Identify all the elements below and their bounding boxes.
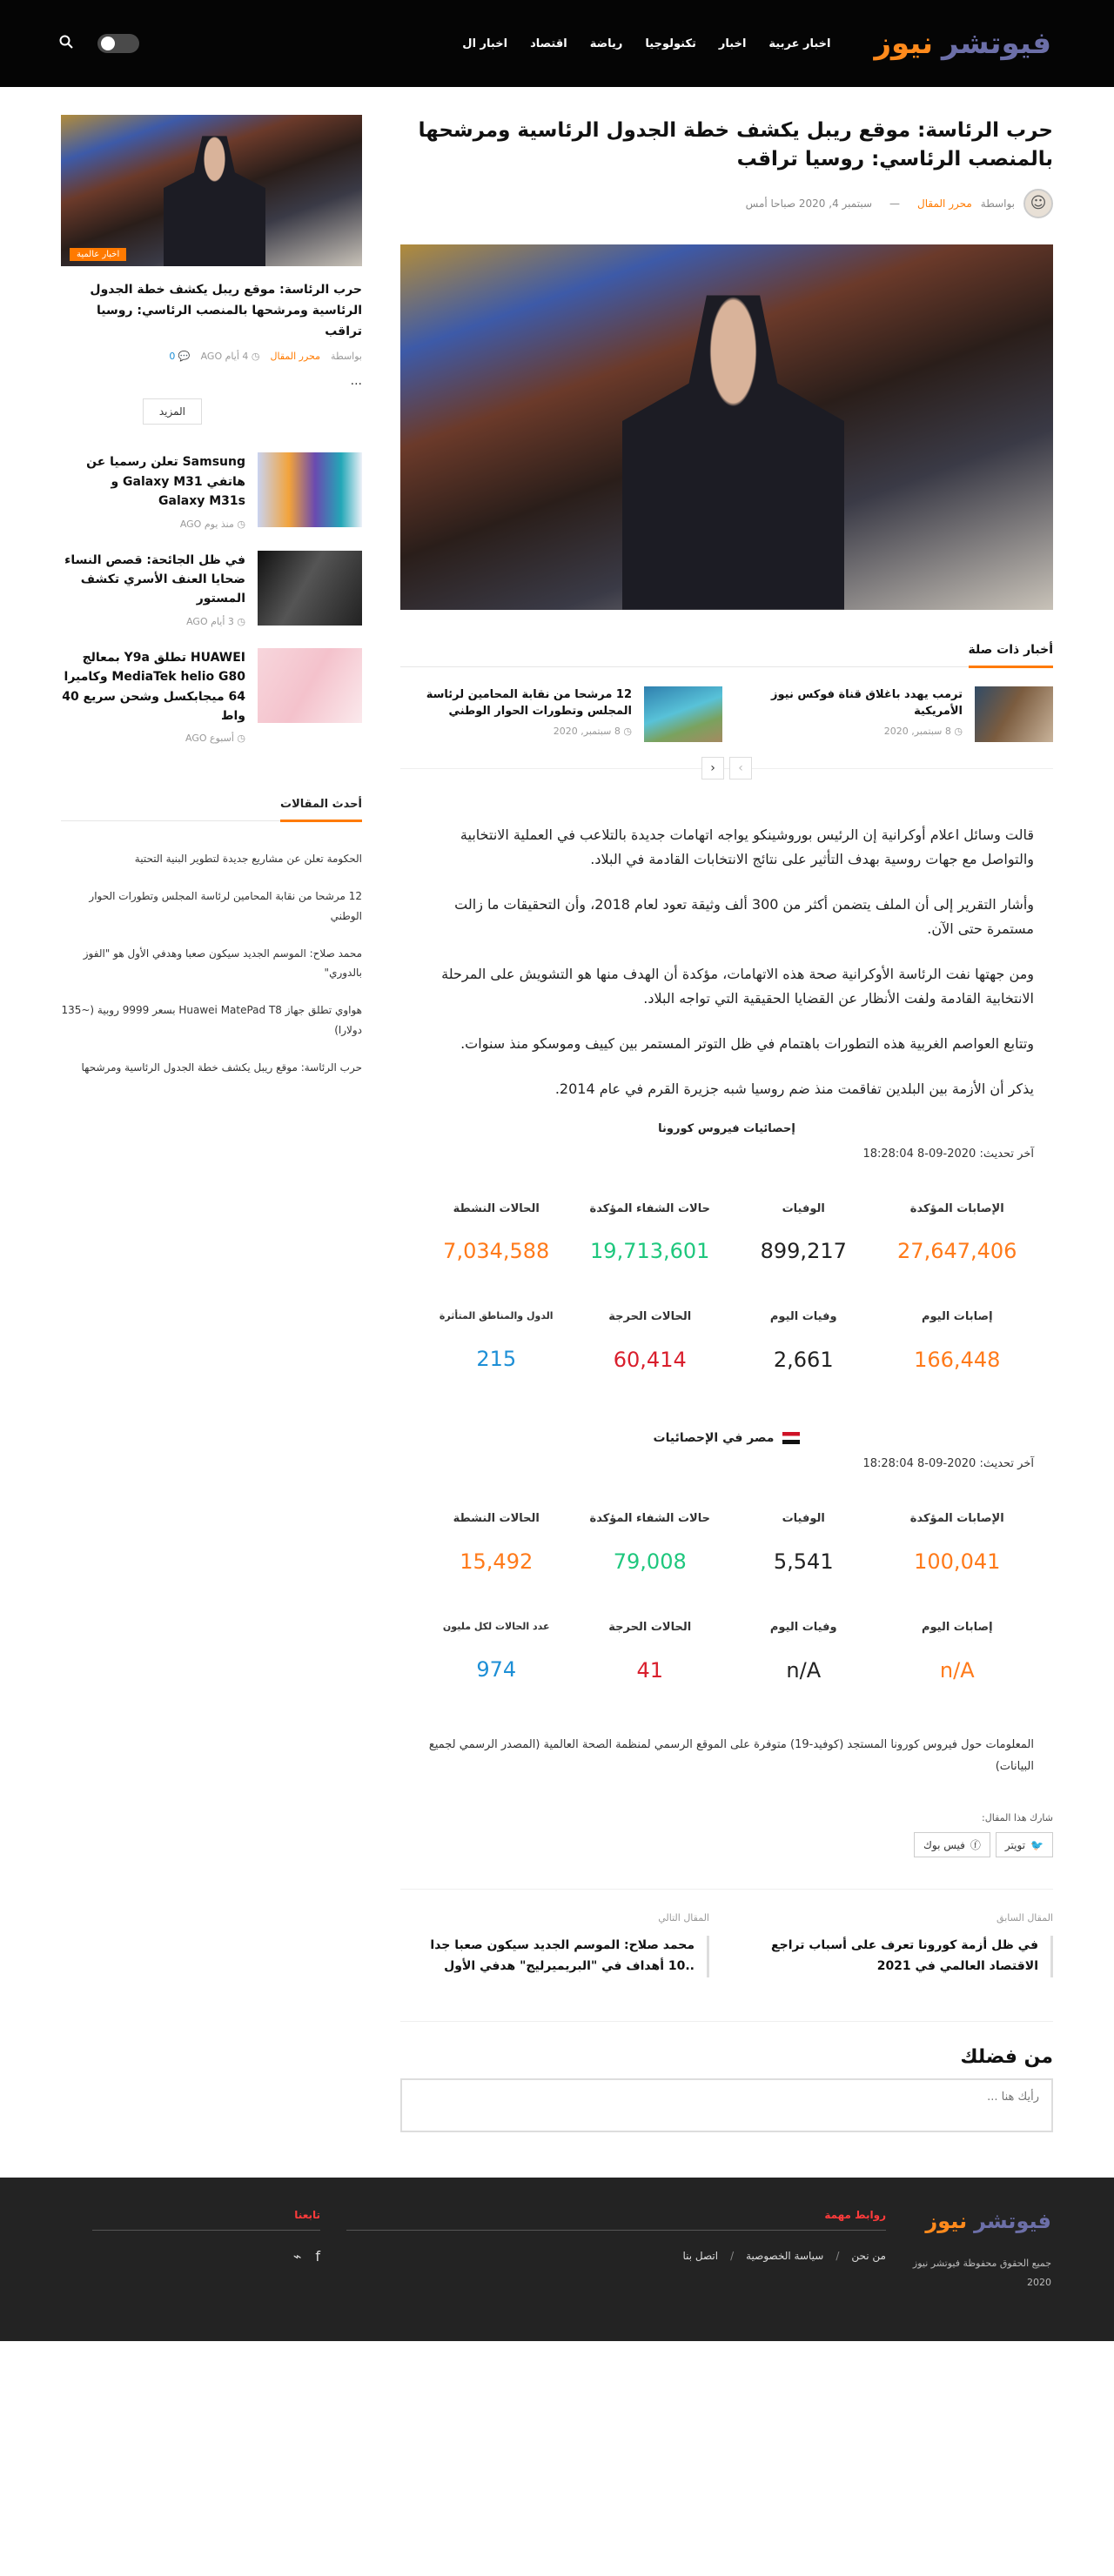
article-paragraph: قالت وسائل اعلام أوكرانية إن الرئيس بوروشينكو يواجه اتهامات جديدة بالتلاعب في العملية الانتخابية والتواصل مع جهات روسية بهدف التأثير على نتائج الانتخابات القادمة في البلاد. — [460, 826, 1034, 867]
stat-label: الحالات النشطة — [453, 1512, 540, 1526]
footer-logo[interactable]: فيوتشر نيوز — [925, 2208, 1051, 2233]
meta-dash: — — [889, 197, 900, 210]
footer-links — [346, 2250, 886, 2262]
footer-link-privacy[interactable]: سياسة الخصوصية — [746, 2249, 824, 2262]
next-post[interactable] — [400, 1912, 709, 1977]
stat-card — [727, 1510, 881, 1574]
twitter-icon: 🐦 — [1030, 1838, 1044, 1851]
stat-label: وفيات اليوم — [769, 1310, 837, 1324]
stat-value: 100,041 — [914, 1549, 1001, 1575]
next-post-label: المقال التالي — [658, 1912, 709, 1924]
share-facebook-button[interactable]: ⓕ فيس بوك — [914, 1832, 990, 1857]
stat-label: عدد الحالات لكل مليون — [442, 1621, 550, 1633]
stat-label: الدول والمناطق المتأثرة — [439, 1310, 554, 1322]
stat-value: 7,034,588 — [443, 1239, 550, 1264]
egypt-flag-icon — [782, 1432, 800, 1444]
sidebar-featured-image[interactable] — [61, 115, 362, 266]
related-date: ◷ 8 سبتمبر, 2020 — [883, 725, 963, 737]
dark-mode-toggle[interactable] — [97, 34, 139, 53]
stat-value: 899,217 — [760, 1239, 847, 1264]
stat-label: الحالات الحرجة — [608, 1621, 692, 1635]
sidebar-post-date: ◷ 3 أيام AGO — [186, 615, 245, 627]
sidebar-author-label: بواسطة — [331, 351, 362, 363]
pager-next-button[interactable]: › — [729, 757, 752, 779]
stat-label: إصابات اليوم — [921, 1310, 993, 1324]
stat-label: إصابات اليوم — [921, 1621, 993, 1635]
sidebar-post-thumb[interactable] — [258, 648, 362, 723]
sidebar-featured-meta — [61, 351, 362, 362]
footer-link-divider: / — [730, 2249, 735, 2262]
stat-card — [881, 1308, 1035, 1372]
corona-source-note: المعلومات حول فيروس كورونا المستجد (كوفيد-19) متوفرة على الموقع الرسمي لمنظمة الصحة العالمية (المصدر الرسمي لجميع البيانات) — [428, 1737, 1034, 1773]
related-thumb[interactable] — [644, 686, 722, 742]
comment-count[interactable]: 💬 0 — [169, 351, 191, 363]
stat-label: حالات الشفاء المؤكدة — [589, 1512, 710, 1526]
stat-value: 2,661 — [773, 1348, 834, 1373]
main-content — [400, 115, 1053, 2136]
stat-card — [419, 1201, 574, 1264]
stat-card — [574, 1619, 728, 1683]
stat-label: حالات الشفاء المؤكدة — [589, 1201, 710, 1215]
related-title[interactable]: ترمب يهدد باغلاق قناة فوكس نيوز الأمريكية — [771, 687, 963, 719]
latest-heading-bar — [61, 794, 362, 821]
related-heading-bar — [400, 643, 1053, 667]
load-more-button[interactable]: المزيد — [143, 398, 202, 425]
author-link[interactable]: محرر المقال — [917, 197, 972, 210]
footer-link-contact[interactable]: اتصل بنا — [682, 2249, 719, 2262]
stat-card — [574, 1201, 728, 1264]
latest-item[interactable]: الحكومة تعلن عن مشاريع جديدة لتطوير البنية التحتية — [134, 853, 362, 866]
facebook-icon: ⓕ — [970, 1839, 981, 1852]
article-paragraph: يذكر أن الأزمة بين البلدين تفاقمت منذ ضم روسيا شبه جزيرة القرم في عام 2014. — [554, 1080, 1034, 1097]
related-thumb[interactable] — [975, 686, 1053, 742]
stat-card — [881, 1510, 1035, 1574]
latest-item[interactable]: محمد صلاح: الموسم الجديد سيكون صعبا وهدفي الأول هو "الفوز بالدوري" — [83, 947, 362, 980]
stat-label: الوفيات — [782, 1512, 825, 1526]
stat-card — [881, 1201, 1035, 1264]
sidebar-author[interactable]: محرر المقال — [270, 351, 321, 363]
post-meta — [400, 189, 1053, 218]
main-nav — [139, 37, 830, 50]
next-post-title[interactable]: محمد صلاح: الموسم الجديد سيكون صعبا جدا ..10 أهداف في "البريميرليج" هدفي الأول — [400, 1936, 709, 1977]
corona-widget-title: إحصائيات فيروس كورونا — [658, 1121, 795, 1135]
related-date: ◷ 8 سبتمبر, 2020 — [553, 725, 632, 737]
footer-social-column — [92, 2209, 320, 2341]
post-title: حرب الرئاسة: موقع ريبل يكشف خطة الجدول الرئاسية ومرشحها بالمنصب الرئاسي: روسيا تراقب — [418, 119, 1053, 171]
sidebar-post-title[interactable]: Samsung تعلن رسميا عن هاتفي Galaxy M31 و Galaxy M31s — [86, 455, 245, 509]
sidebar-featured-title[interactable]: حرب الرئاسة: موقع ريبل يكشف خطة الجدول الرئاسية ومرشحها بالمنصب الرئاسي: روسيا تراقب — [90, 283, 362, 338]
rss-icon[interactable]: ⌁ — [292, 2247, 302, 2265]
related-item[interactable] — [748, 686, 1053, 742]
article-paragraph: وتتابع العواصم الغربية هذه التطورات باهتمام في ظل التوتر المستمر بين كييف وموسكو منذ سنوات. — [460, 1034, 1034, 1052]
nav-item-arabic[interactable]: اخبار عربية — [768, 37, 831, 50]
stat-card — [419, 1308, 574, 1372]
stat-label: الحالات النشطة — [453, 1201, 540, 1215]
stat-value: 79,008 — [613, 1549, 687, 1575]
footer-link-about[interactable]: من نحن — [851, 2249, 886, 2262]
related-pager — [400, 757, 1053, 779]
stat-value: 215 — [476, 1347, 517, 1372]
page-wrap — [0, 87, 1114, 2136]
sidebar-post-date: ◷ أسبوع AGO — [185, 733, 245, 745]
pager-prev-button[interactable]: ‹ — [701, 757, 724, 779]
article-paragraph: وأشار التقرير إلى أن الملف يتضمن أكثر من 300 ألف وثيقة تعود لعام 2018، وأن التحقيقات ما زالت مستمرة حتى الآن. — [454, 895, 1034, 937]
nav-item-tech[interactable]: تكنولوجيا — [645, 37, 696, 50]
sidebar-post-date: ◷ منذ يوم AGO — [179, 518, 245, 530]
sidebar-post-title[interactable]: HUAWEI تطلق Y9a بمعالج MediaTek helio G80 وكاميرا 64 ميجابكسل وشحن سريع 40 واط — [62, 650, 245, 723]
nav-item-sports[interactable]: رياضة — [589, 37, 623, 50]
share-buttons — [400, 1832, 1053, 1857]
sidebar-post-thumb[interactable] — [258, 452, 362, 527]
stat-value: 5,541 — [773, 1549, 834, 1575]
comment-input[interactable] — [400, 2078, 1053, 2132]
category-tag[interactable]: اخبار عالمية — [70, 248, 126, 261]
latest-item[interactable]: 12 مرشحا من نقابة المحامين لرئاسة المجلس وتطورات الحوار الوطني — [89, 890, 362, 922]
egypt-stats-title: مصر في الإحصائيات — [419, 1431, 1034, 1445]
stat-card — [574, 1510, 728, 1574]
stat-label: الإصابات المؤكدة — [909, 1201, 1004, 1215]
author-prefix: بواسطة — [980, 197, 1015, 210]
footer-link-divider: / — [836, 2249, 840, 2262]
corona-updated: آخر تحديث: 2020-09-8 18:28:04 — [862, 1147, 1034, 1161]
site-logo[interactable] — [874, 26, 1051, 61]
sidebar-post-list — [61, 452, 362, 744]
related-item[interactable] — [418, 686, 722, 742]
stat-value: 60,414 — [613, 1348, 687, 1373]
latest-heading: أحدث المقالات — [280, 798, 362, 822]
share-label: شارك هذا المقال: — [982, 1812, 1053, 1824]
stat-card — [727, 1308, 881, 1372]
stat-value: 166,448 — [914, 1348, 1001, 1373]
footer-copyright: جميع الحقوق محفوظة فيوتشر نيوز 2020 — [912, 2257, 1051, 2288]
stat-value: 15,492 — [460, 1549, 534, 1575]
more-dots: ... — [350, 374, 362, 389]
sidebar-post-thumb[interactable] — [258, 551, 362, 626]
stat-value: 27,647,406 — [897, 1239, 1017, 1264]
world-stats-grid — [419, 1201, 1034, 1373]
site-footer — [0, 2178, 1114, 2341]
stat-value: n/A — [939, 1657, 975, 1683]
stat-card — [727, 1201, 881, 1264]
egypt-updated: آخر تحديث: 2020-09-8 18:28:04 — [862, 1457, 1034, 1471]
nav-item-economy[interactable]: اقتصاد — [530, 37, 567, 50]
footer-social-heading: تابعنا — [92, 2209, 320, 2231]
stat-value: 41 — [636, 1657, 664, 1683]
latest-item[interactable]: حرب الرئاسة: موقع ريبل يكشف خطة الجدول الرئاسية ومرشحها — [81, 1061, 362, 1074]
stat-card — [574, 1308, 728, 1372]
featured-image — [400, 244, 1053, 610]
egypt-stats-grid — [419, 1510, 1034, 1683]
stat-label: الحالات الحرجة — [608, 1310, 692, 1324]
related-heading: أخبار ذات صلة — [969, 643, 1053, 668]
nav-item-news[interactable]: اخبار — [718, 37, 747, 50]
nav-item-more[interactable]: اخبار ال — [462, 37, 508, 50]
prev-post[interactable] — [744, 1912, 1053, 1977]
share-twitter-button[interactable]: 🐦 تويتر — [996, 1832, 1053, 1857]
stat-card — [881, 1619, 1035, 1683]
sidebar-post[interactable] — [61, 648, 362, 745]
related-title[interactable]: 12 مرشحا من نقابة المحامين لرئاسة المجلس وتطورات الحوار الوطني — [426, 687, 632, 719]
toggle-knob — [101, 37, 115, 50]
article-body — [400, 823, 1053, 1778]
stat-value: 974 — [476, 1657, 517, 1683]
stat-label: وفيات اليوم — [769, 1621, 837, 1635]
article-paragraph: ومن جهتها نفت الرئاسة الأوكرانية صحة هذه الاتهامات، مؤكدة أن الهدف منها هو التشويش على المرحلة الانتخابية القادمة ولفت الأنظار عن القضايا الحقيقية التي تواجه البلاد. — [441, 965, 1034, 1007]
footer-links-column — [346, 2209, 886, 2341]
latest-list — [61, 849, 362, 1077]
sidebar-time: ◷ 4 أيام AGO — [200, 351, 260, 363]
stat-card — [727, 1619, 881, 1683]
footer-social-icons — [92, 2248, 320, 2265]
footer-links-heading: روابط مهمة — [346, 2209, 886, 2231]
post-date: سبتمبر 4, 2020 صباحا أمس — [745, 197, 872, 210]
stat-label: الإصابات المؤكدة — [909, 1512, 1004, 1526]
comments-heading: من فضلك — [960, 2045, 1053, 2068]
stat-value: 19,713,601 — [590, 1239, 710, 1264]
stat-card — [419, 1510, 574, 1574]
sidebar-post[interactable] — [61, 551, 362, 627]
logo-word2[interactable]: نيوز — [874, 26, 934, 61]
stat-card — [419, 1619, 574, 1683]
prev-post-title[interactable]: في ظل أزمة كورونا تعرف على أسباب تراجع الاقتصاد العالمي في 2021 — [744, 1936, 1053, 1977]
author-avatar[interactable]: ☺ — [1023, 189, 1053, 218]
logo-word1[interactable]: فيوتشر — [942, 26, 1051, 61]
stat-label: الوفيات — [782, 1201, 825, 1215]
sidebar-post[interactable] — [61, 452, 362, 529]
stat-value: n/A — [786, 1657, 822, 1683]
facebook-icon[interactable]: f — [315, 2247, 320, 2265]
prev-post-label: المقال السابق — [997, 1912, 1053, 1924]
search-icon[interactable] — [59, 35, 73, 52]
post-navigation — [400, 1889, 1053, 2022]
header-tools — [59, 34, 139, 53]
latest-item[interactable]: هواوي تطلق جهاز Huawei MatePad T8 بسعر 9999 روبية (~135 دولارا) — [61, 1004, 362, 1037]
sidebar-post-title[interactable]: في ظل الجائحة: قصص النساء ضحايا العنف الأسري تكشف المستور — [64, 552, 245, 606]
footer-brand — [912, 2209, 1051, 2341]
site-header — [0, 0, 1114, 87]
sidebar — [61, 115, 362, 2136]
